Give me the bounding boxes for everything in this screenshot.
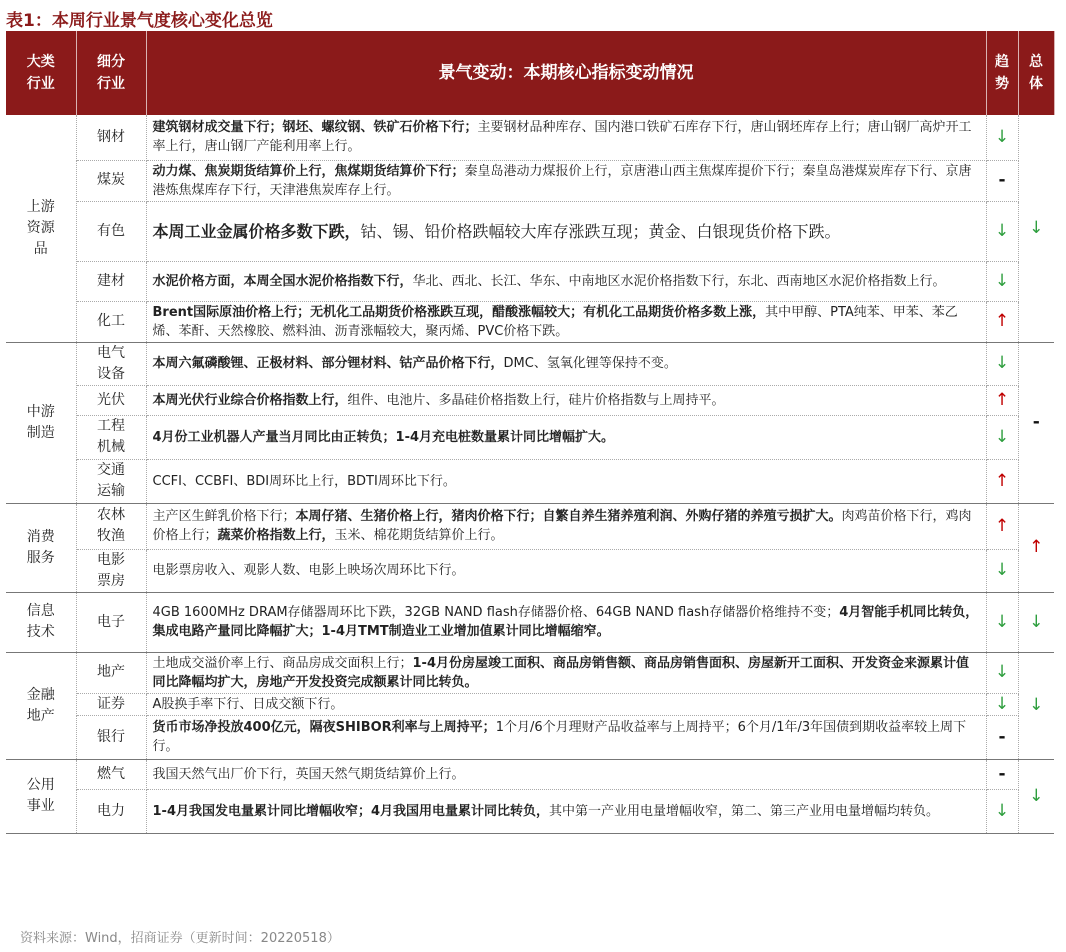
subcategory-cell: 电气 设备 — [76, 342, 146, 385]
arrow-down-icon: ↓ — [994, 560, 1010, 580]
description-text: 电影票房收入、观影人数、电影上映场次周环比下行。 — [152, 563, 465, 578]
description-text: 1个月/6个月理财产品收益率与上周持平；6个月/1年/3年国债到期收益率较上周下行。 — [152, 720, 967, 754]
description-cell — [146, 160, 986, 201]
arrow-down-icon: ↓ — [994, 353, 1010, 373]
arrow-up-icon: ↑ — [1029, 537, 1044, 557]
subcategory-cell: 交通 运输 — [76, 459, 146, 503]
table-row — [6, 652, 1054, 693]
description-cell — [146, 201, 986, 261]
industry-table — [6, 31, 1055, 834]
description-text: 主要钢材品种库存、国内港口铁矿石库存下行，唐山钢坯库存上行；唐山钢厂高炉开工率上行，唐山钢厂产能利用率上行。 — [152, 120, 972, 155]
header-subcategory: 细分 行业 — [76, 31, 146, 115]
category-cell: 消费 服务 — [6, 503, 76, 592]
description-cell — [146, 759, 986, 789]
description-cell — [146, 261, 986, 301]
subcategory-cell: 光伏 — [76, 385, 146, 415]
description-text: Brent国际原油价格上行；无机化工品期货价格涨跌互现，醋酸涨幅较大；有机化工品期货价格多数上涨， — [152, 304, 766, 320]
header-category: 大类 行业 — [6, 31, 76, 115]
description-text: 1-4月份房屋竣工面积、商品房销售额、商品房销售面积、房屋新开工面积、开发资金来源累计值同比降幅均扩大，房地产开发投资完成额累计同比转负。 — [152, 655, 970, 690]
table-row — [6, 201, 1054, 261]
table-row — [6, 415, 1054, 459]
description-cell — [146, 693, 986, 715]
table-row — [6, 693, 1054, 715]
description-text: 4月份工业机器人产量当月同比由正转负；1-4月充电桩数量累计同比增幅扩大。 — [152, 429, 615, 445]
arrow-down-icon: ↓ — [994, 270, 1010, 291]
description-text: 其中第一产业用电量增幅收窄，第二、第三产业用电量增幅均转负。 — [549, 803, 940, 819]
arrow-up-icon: ↑ — [994, 470, 1010, 491]
subcategory-cell: 化工 — [76, 301, 146, 342]
description-cell — [146, 652, 986, 693]
total-cell — [1018, 115, 1054, 342]
table-row — [6, 789, 1054, 833]
table-row — [6, 715, 1054, 759]
trend-cell — [986, 459, 1018, 503]
description-text: 本周仔猪、生猪价格上行，猪肉价格下行；自繁自养生猪养殖利润、外购仔猪的养殖亏损扩大。 — [295, 509, 842, 524]
subcategory-cell: 建材 — [76, 261, 146, 301]
description-text: 4月智能手机同比转负，集成电路产量同比降幅扩大；1-4月TMT制造业工业增加值累计同比增幅缩窄。 — [152, 605, 979, 639]
trend-cell — [986, 342, 1018, 385]
table-row — [6, 342, 1054, 385]
subcategory-cell: 工程 机械 — [76, 415, 146, 459]
arrow-up-icon: ↑ — [994, 515, 1010, 536]
arrow-up-icon: ↑ — [994, 389, 1010, 410]
description-text: A股换手率下行、日成交额下行。 — [152, 696, 344, 712]
trend-cell — [986, 261, 1018, 301]
header-total: 总 体 — [1018, 31, 1054, 115]
description-cell — [146, 789, 986, 833]
table-row — [6, 549, 1054, 592]
category-cell: 公用 事业 — [6, 759, 76, 833]
table-row — [6, 115, 1054, 160]
description-text: 动力煤、焦炭期货结算价上行，焦煤期货结算价下行； — [152, 163, 465, 179]
subcategory-cell: 煤炭 — [76, 160, 146, 201]
subcategory-cell: 钢材 — [76, 115, 146, 160]
table-row — [6, 503, 1054, 549]
description-cell — [146, 415, 986, 459]
arrow-down-icon: ↓ — [994, 220, 1010, 241]
table-row — [6, 385, 1054, 415]
description-cell — [146, 301, 986, 342]
trend-cell — [986, 592, 1018, 652]
description-text: 华北、西北、长江、华东、中南地区水泥价格指数下行，东北、西南地区水泥价格指数上行。 — [412, 273, 946, 289]
trend-cell — [986, 201, 1018, 261]
description-cell — [146, 459, 986, 503]
trend-cell — [986, 160, 1018, 201]
arrow-down-icon: ↓ — [1029, 217, 1044, 238]
trend-cell — [986, 385, 1018, 415]
total-cell — [1018, 652, 1054, 759]
total-cell — [1018, 503, 1054, 592]
trend-cell — [986, 301, 1018, 342]
description-text: 组件、电池片、多晶硅价格指数上行，硅片价格指数与上周持平。 — [347, 392, 725, 408]
table-title: 表1：本周行业景气度核心变化总览 — [6, 11, 273, 31]
arrow-down-icon: ↓ — [1029, 695, 1044, 715]
description-text: 其中甲醇、PTA纯苯、甲苯、苯乙烯、苯酐、天然橡胶、燃料油、沥青涨幅较大，聚丙烯、PVC价格下跌。 — [152, 304, 958, 339]
description-text: 本周光伏行业综合价格指数上行， — [152, 392, 348, 408]
arrow-down-icon: ↓ — [994, 126, 1010, 147]
description-cell — [146, 342, 986, 385]
subcategory-cell: 农林 牧渔 — [76, 503, 146, 549]
trend-cell — [986, 715, 1018, 759]
description-text: 货币市场净投放400亿元，隔夜SHIBOR利率与上周持平； — [152, 720, 496, 735]
category-cell: 上游 资源 品 — [6, 115, 76, 342]
category-cell: 中游 制造 — [6, 342, 76, 503]
subcategory-cell: 证券 — [76, 693, 146, 715]
description-text: 建筑钢材成交量下行；钢坯、螺纹钢、铁矿石价格下行； — [152, 120, 478, 136]
subcategory-cell: 电影 票房 — [76, 549, 146, 592]
header-description: 景气变动：本期核心指标变动情况 — [146, 31, 986, 115]
table-body — [6, 115, 1054, 833]
description-text: 本周六氟磷酸锂、正极材料、部分锂材料、钴产品价格下行， — [152, 356, 504, 371]
description-text: 水泥价格方面，本周全国水泥价格指数下行， — [152, 273, 413, 289]
trend-cell — [986, 789, 1018, 833]
description-text: 本周工业金属价格多数下跌， — [152, 221, 361, 241]
description-text: 1-4月我国发电量累计同比增幅收窄；4月我国用电量累计同比转负， — [152, 803, 550, 819]
header-row — [6, 31, 1054, 115]
description-text: 肉鸡苗价格下行，鸡肉价格上行； — [152, 509, 972, 543]
description-text: 主产区生鲜乳价格下行； — [152, 509, 296, 524]
table-row — [6, 459, 1054, 503]
total-cell — [1018, 592, 1054, 652]
subcategory-cell: 燃气 — [76, 759, 146, 789]
total-cell — [1018, 342, 1054, 503]
table-row — [6, 592, 1054, 652]
description-text: 钴、锡、铅价格跌幅较大库存涨跌互现；黄金、白银现货价格下跌。 — [360, 221, 841, 241]
trend-cell — [986, 503, 1018, 549]
description-text: 蔬菜价格指数上行， — [217, 528, 335, 543]
description-text: 4GB 1600MHz DRAM存储器周环比下跌，32GB NAND flash存储器价格、64GB NAND flash存储器价格维持不变； — [152, 605, 840, 620]
arrow-down-icon: ↓ — [1029, 611, 1044, 632]
subcategory-cell: 地产 — [76, 652, 146, 693]
description-cell — [146, 549, 986, 592]
trend-cell — [986, 115, 1018, 160]
trend-cell — [986, 415, 1018, 459]
arrow-down-icon: ↓ — [1029, 785, 1044, 806]
table-row — [6, 160, 1054, 201]
description-text: 土地成交溢价率上行、商品房成交面积上行； — [152, 655, 413, 671]
subcategory-cell: 银行 — [76, 715, 146, 759]
table-row — [6, 301, 1054, 342]
header-trend: 趋 势 — [986, 31, 1018, 115]
dash-icon: - — [998, 170, 1006, 190]
subcategory-cell: 电子 — [76, 592, 146, 652]
dash-icon: - — [998, 763, 1006, 784]
description-cell — [146, 592, 986, 652]
arrow-down-icon: ↓ — [994, 662, 1010, 682]
subcategory-cell: 电力 — [76, 789, 146, 833]
description-cell — [146, 385, 986, 415]
dash-icon: - — [1032, 412, 1040, 432]
arrow-up-icon: ↑ — [994, 311, 1010, 331]
category-cell: 金融 地产 — [6, 652, 76, 759]
description-text: 秦皇岛港动力煤报价上行，京唐港山西主焦煤库提价下行；秦皇岛港煤炭库存下行、京唐港炼焦煤库存下行，天津港焦炭库存上行。 — [152, 163, 972, 198]
arrow-down-icon: ↓ — [994, 693, 1010, 714]
arrow-down-icon: ↓ — [994, 611, 1010, 632]
description-cell — [146, 115, 986, 160]
table-row — [6, 759, 1054, 789]
dash-icon: - — [998, 726, 1006, 747]
trend-cell — [986, 652, 1018, 693]
subcategory-cell: 有色 — [76, 201, 146, 261]
arrow-down-icon: ↓ — [994, 800, 1010, 821]
trend-cell — [986, 759, 1018, 789]
description-text: CCFI、CCBFI、BDI周环比上行，BDTI周环比下行。 — [152, 473, 456, 489]
table-row — [6, 261, 1054, 301]
trend-cell — [986, 549, 1018, 592]
arrow-down-icon: ↓ — [994, 426, 1010, 447]
description-text: DMC、氢氧化锂等保持不变。 — [503, 356, 677, 371]
source-note: 资料来源：Wind，招商证券（更新时间：20220518） — [20, 931, 340, 946]
description-cell — [146, 715, 986, 759]
description-text: 我国天然气出厂价下行，英国天然气期货结算价上行。 — [152, 766, 465, 782]
total-cell — [1018, 759, 1054, 833]
description-text: 玉米、棉花期货结算价上行。 — [334, 528, 504, 543]
category-cell: 信息 技术 — [6, 592, 76, 652]
description-cell — [146, 503, 986, 549]
trend-cell — [986, 693, 1018, 715]
